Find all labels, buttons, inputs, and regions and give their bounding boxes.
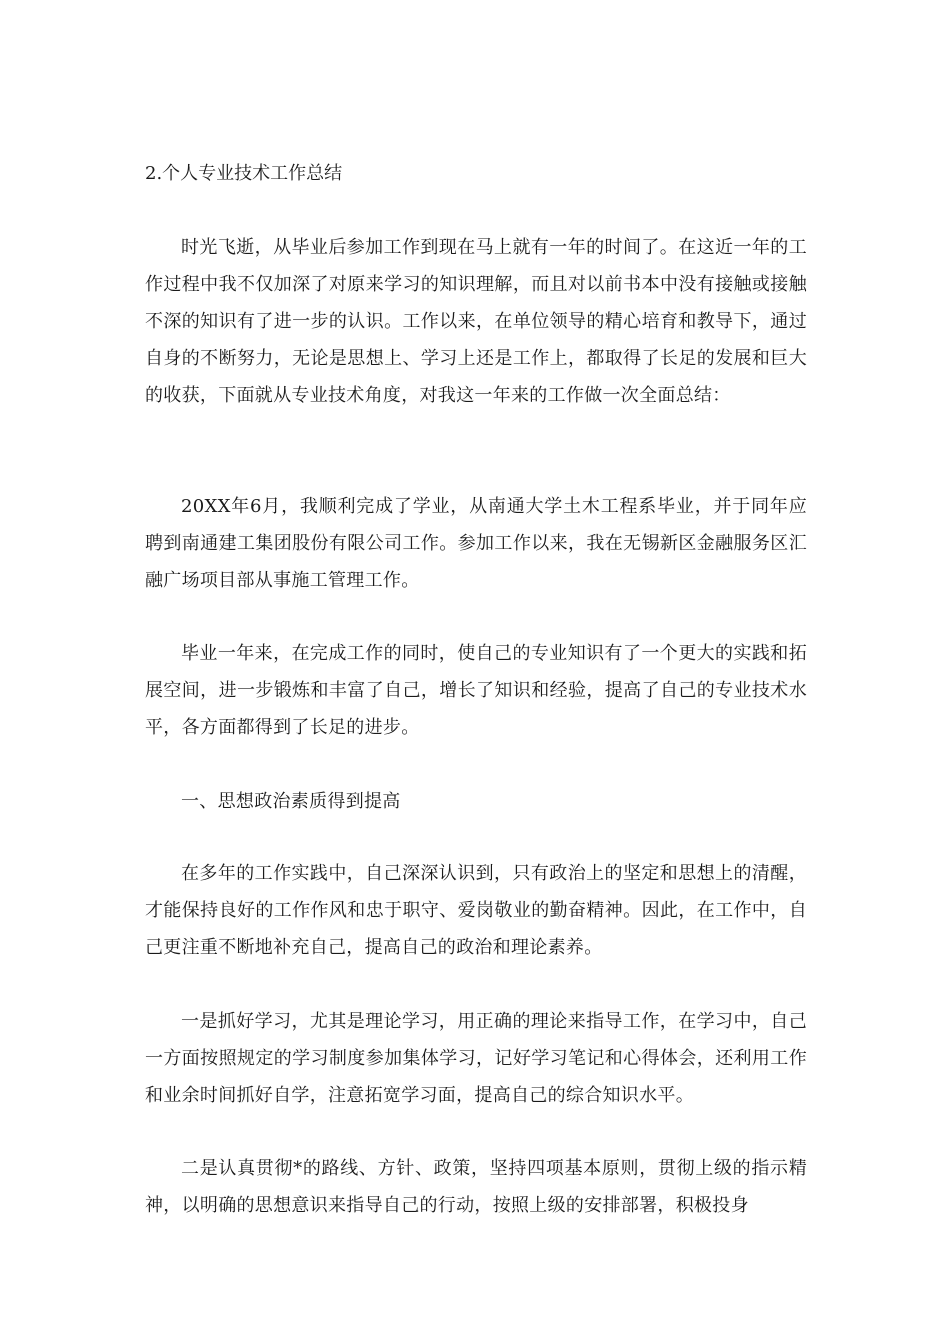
paragraph-progress: 毕业一年来，在完成工作的同时，使自己的专业知识有了一个更大的实践和拓展空间，进一步锻炼和丰富了自己，增长了知识和经验，提高了自己的专业技术水平，各方面都得到了长足的进步。 — [145, 643, 807, 738]
paragraph-graduation: 20XX年6月，我顺利完成了学业，从南通大学土木工程系毕业，并于同年应聘到南通建工集团股份有限公司工作。参加工作以来，我在无锡新区金融服务区汇融广场项目部从事施工管理工作。 — [145, 496, 807, 591]
paragraph-intro: 时光飞逝，从毕业后参加工作到现在马上就有一年的时间了。在这近一年的工作过程中我不仅加深了对原来学习的知识理解，而且对以前书本中没有接触或接触不深的知识有了进一步的认识。工作以来，在单位领导的精心培育和教导下，通过自身的不断努力，无论是思想上、学习上还是工作上，都取得了长足的发展和巨大的收获，下面就从专业技术角度，对我这一年来的工作做一次全面总结： — [145, 237, 807, 406]
paragraph-study: 一是抓好学习，尤其是理论学习，用正确的理论来指导工作，在学习中，自己一方面按照规定的学习制度参加集体学习，记好学习笔记和心得体会，还利用工作和业余时间抓好自学，注意拓宽学习面，提高自己的综合知识水平。 — [145, 1011, 807, 1106]
paragraph-political: 在多年的工作实践中，自己深深认识到，只有政治上的坚定和思想上的清醒，才能保持良好的工作作风和忠于职守、爱岗敬业的勤奋精神。因此，在工作中，自己更注重不断地补充自己，提高自己的政治和理论素养。 — [145, 863, 807, 958]
paragraph-policy: 二是认真贯彻*的路线、方针、政策，坚持四项基本原则，贯彻上级的指示精神，以明确的思想意识来指导自己的行动，按照上级的安排部署，积极投身 — [145, 1158, 807, 1216]
section-heading-political: 一、思想政治素质得到提高 — [181, 791, 401, 812]
document-title: 2.个人专业技术工作总结 — [145, 163, 343, 184]
